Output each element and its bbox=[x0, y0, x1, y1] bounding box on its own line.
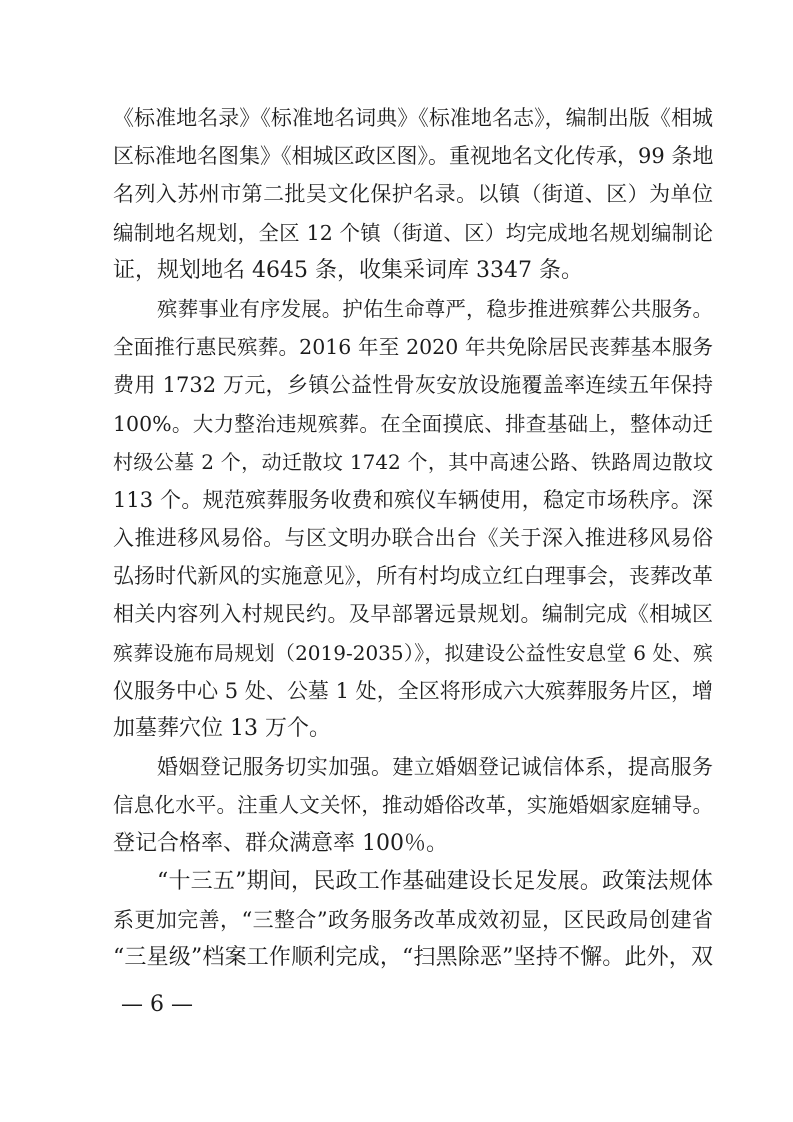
paragraph-summary bbox=[113, 863, 713, 978]
page-number: — 6 — bbox=[121, 992, 193, 1017]
text-line: 村级公墓 2 个，动迁散坟 1742 个，其中高速公路、铁路周边散坟 bbox=[113, 449, 713, 474]
text-line: 系更加完善，“三整合”政务服务改革成效初显，区民政局创建省 bbox=[113, 907, 713, 932]
text-line: 113 个。规范殡葬服务收费和殡仪车辆使用，稳定市场秩序。深 bbox=[113, 487, 713, 512]
text-line: 100%。大力整治违规殡葬。在全面摸底、排查基础上，整体动迁 bbox=[113, 411, 713, 436]
text-line: 证，规划地名 4645 条，收集采词库 3347 条。 bbox=[113, 257, 583, 283]
document-body bbox=[113, 99, 713, 977]
text-line: 仪服务中心 5 处、公墓 1 处，全区将形成六大殡葬服务片区，增 bbox=[113, 678, 713, 703]
paragraph-place-names bbox=[113, 99, 713, 290]
text-line: 费用 1732 万元，乡镇公益性骨灰安放设施覆盖率连续五年保持 bbox=[113, 373, 713, 398]
text-line: 区标准地名图集》《相城区政区图》。重视地名文化传承，99 条地 bbox=[113, 144, 714, 169]
text-line: 殡葬设施布局规划（2019-2035）》，拟建设公益性安息堂 6 处、殡 bbox=[113, 640, 713, 665]
text-line: 登记合格率、群众满意率 100％。 bbox=[113, 830, 448, 856]
text-line bbox=[113, 748, 713, 786]
text-line: 《标准地名录》《标准地名词典》《标准地名志》，编制出版《相城 bbox=[113, 106, 713, 130]
paragraph-lead-heading: 殡葬事业有序发展。 bbox=[157, 296, 343, 321]
paragraph-marriage bbox=[113, 748, 713, 863]
text-span: 建立婚姻登记诚信体系，提高服务 bbox=[392, 755, 714, 780]
paragraph-lead-heading: 婚姻登记服务切实加强。 bbox=[157, 755, 393, 780]
paragraph-funeral bbox=[113, 290, 713, 748]
text-line bbox=[113, 290, 713, 328]
text-line: 弘扬时代新风的实施意见》，所有村均成立红白理事会，丧葬改革 bbox=[113, 564, 713, 589]
text-span: 护佑生命尊严，稳步推进殡葬公共服务。 bbox=[342, 296, 714, 321]
text-line: 全面推行惠民殡葬。2016 年至 2020 年共免除居民丧葬基本服务 bbox=[113, 335, 713, 360]
text-line: 名列入苏州市第二批吴文化保护名录。以镇（街道、区）为单位 bbox=[113, 182, 713, 207]
text-line: 相关内容列入村规民约。及早部署远景规划。编制完成《相城区 bbox=[113, 602, 713, 627]
text-line: 入推进移风易俗。与区文明办联合出台《关于深入推进移风易俗 bbox=[113, 526, 713, 551]
text-line: 信息化水平。注重人文关怀，推动婚俗改革，实施婚姻家庭辅导。 bbox=[113, 793, 713, 818]
text-line: 编制地名规划，全区 12 个镇（街道、区）均完成地名规划编制论 bbox=[113, 220, 713, 245]
text-line: “十三五”期间，民政工作基础建设长足发展。政策法规体 bbox=[157, 868, 713, 894]
text-line: “三星级”档案工作顺利完成，“扫黑除恶”坚持不懈。此外，双 bbox=[113, 945, 713, 971]
text-line: 加墓葬穴位 13 万个。 bbox=[113, 716, 331, 741]
